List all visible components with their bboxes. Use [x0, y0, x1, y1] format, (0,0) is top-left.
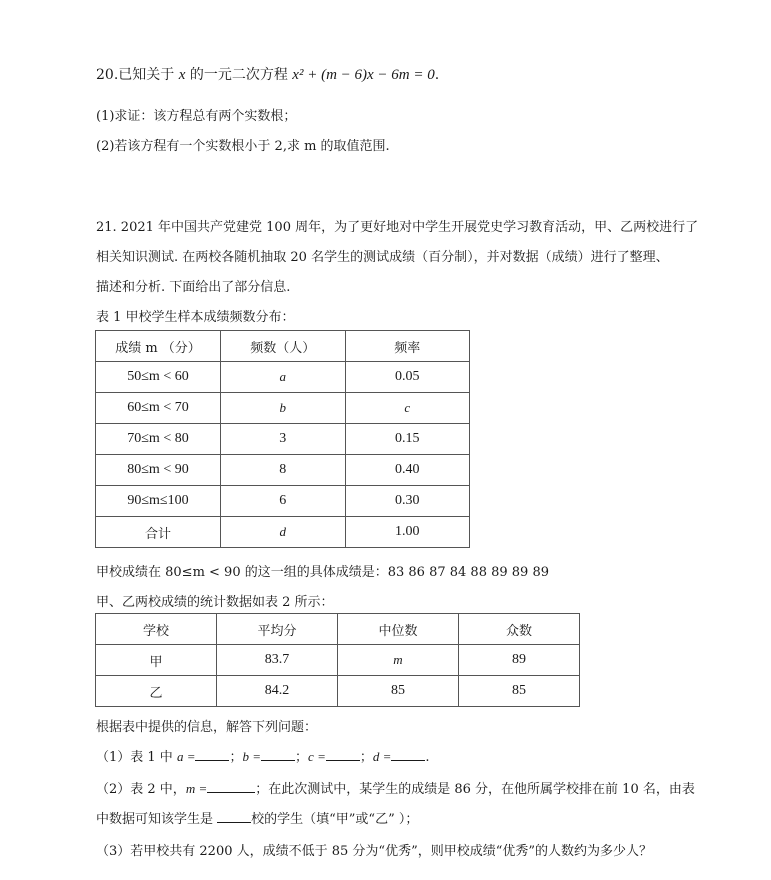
sub-question-1	[96, 746, 430, 765]
q20-var-x: x	[178, 67, 186, 83]
table-header-cell: 频率	[345, 331, 469, 362]
table-cell: m	[338, 645, 459, 676]
table-cell: b	[220, 393, 345, 424]
answer-blank-a[interactable]	[195, 748, 229, 761]
table-header-cell: 中位数	[338, 614, 459, 645]
answer-blank-school[interactable]	[217, 810, 251, 823]
table-cell: 8	[220, 455, 345, 486]
sub1-b-label: b =	[242, 749, 262, 764]
q20-part2: (2)若该方程有一个实数根小于 2,求 m 的取值范围.	[96, 139, 390, 154]
table-cell: 60≤m < 70	[96, 393, 221, 424]
table-cell: 80≤m < 90	[96, 455, 221, 486]
q20-equation: x² + (m − 6)x − 6m = 0	[292, 67, 435, 83]
answer-blank-b[interactable]	[261, 748, 295, 761]
table-header-cell: 学校	[96, 614, 217, 645]
table-cell: 3	[220, 424, 345, 455]
table-cell: 85	[338, 676, 459, 707]
table-cell: 89	[458, 645, 579, 676]
sub2-m-label: m =	[185, 781, 208, 796]
sub2-line2-suffix: 校的学生（填“甲”或“乙” ）；	[251, 812, 419, 827]
table-row	[96, 455, 470, 486]
separator: ；	[295, 750, 309, 765]
frequency-table	[95, 330, 470, 548]
q20-stem-end: .	[434, 67, 440, 83]
table-row	[96, 362, 470, 393]
sub1-d-label: d =	[372, 749, 392, 764]
separator: ；	[359, 750, 373, 765]
answer-blank-m[interactable]	[207, 780, 255, 793]
table-header-cell: 成绩 m （分）	[96, 331, 221, 362]
scores-line: 甲校成绩在 80≤m < 90 的这一组的具体成绩是：83 86 87 84 88 89 89 89	[96, 565, 549, 580]
table-cell: 0.15	[345, 424, 469, 455]
sub-question-3: （3）若甲校共有 2200 人，成绩不低于 85 分为“优秀”，则甲校成绩“优秀”的人数约为多少人？	[96, 844, 653, 859]
table-cell: 70≤m < 80	[96, 424, 221, 455]
table-cell: 0.30	[345, 486, 469, 517]
table-header-cell: 频数（人）	[220, 331, 345, 362]
sub2-line2-prefix: 中数据可知该学生是	[96, 812, 218, 827]
answer-blank-c[interactable]	[326, 748, 360, 761]
table-row	[96, 486, 470, 517]
table2-caption: 甲、乙两校成绩的统计数据如表 2 所示：	[96, 595, 334, 610]
end-period: .	[425, 750, 430, 765]
q21-intro-line3: 描述和分析. 下面给出了部分信息.	[96, 280, 291, 295]
table-row	[96, 676, 580, 707]
q21-intro-line2: 相关知识测试. 在两校各随机抽取 20 名学生的测试成绩（百分制），并对数据（成绩）进行了整理、	[96, 250, 669, 265]
table-cell: c	[345, 393, 469, 424]
sub-question-2-line2	[96, 808, 418, 827]
separator: ；	[229, 750, 243, 765]
sub-question-2	[96, 778, 695, 797]
table-cell: 83.7	[216, 645, 337, 676]
q21-intro-line1: 21. 2021 年中国共产党建党 100 周年，为了更好地对中学生开展党史学习教育活动，甲、乙两校进行了	[96, 220, 699, 235]
sub2-prefix: （2）表 2 中，	[96, 782, 186, 797]
table-header-cell: 众数	[458, 614, 579, 645]
table-row	[96, 517, 470, 548]
table-header-cell: 平均分	[216, 614, 337, 645]
table-cell: 0.40	[345, 455, 469, 486]
q20-stem-middle: 的一元二次方程	[185, 67, 293, 83]
sub2-rest: ；在此次测试中，某学生的成绩是 86 分，在他所属学校排在前 10 名，由表	[255, 782, 695, 797]
table-cell: 合计	[96, 517, 221, 548]
table-cell: 1.00	[345, 517, 469, 548]
answer-blank-d[interactable]	[391, 748, 425, 761]
table-cell: 50≤m < 60	[96, 362, 221, 393]
table-row	[96, 393, 470, 424]
q20-stem	[96, 64, 439, 84]
table-cell: 90≤m≤100	[96, 486, 221, 517]
table-cell: a	[220, 362, 345, 393]
table-cell: 6	[220, 486, 345, 517]
table-header-row	[96, 331, 470, 362]
table1-caption: 表 1 甲校学生样本成绩频数分布：	[96, 310, 295, 325]
table-cell: 0.05	[345, 362, 469, 393]
table-cell: 85	[458, 676, 579, 707]
table-cell: 84.2	[216, 676, 337, 707]
table-cell: 甲	[96, 645, 217, 676]
table-row	[96, 645, 580, 676]
questions-intro: 根据表中提供的信息，解答下列问题：	[96, 720, 318, 735]
q20-part1: (1)求证：该方程总有两个实数根；	[96, 109, 297, 124]
table-header-row	[96, 614, 580, 645]
table-row	[96, 424, 470, 455]
sub1-a-label: a =	[176, 749, 196, 764]
sub1-prefix: （1）表 1 中	[96, 750, 177, 765]
table-cell: 乙	[96, 676, 217, 707]
table-cell: d	[220, 517, 345, 548]
sub1-c-label: c =	[308, 749, 326, 764]
q20-stem-prefix: 20.已知关于	[96, 67, 179, 83]
statistics-table	[95, 613, 580, 707]
